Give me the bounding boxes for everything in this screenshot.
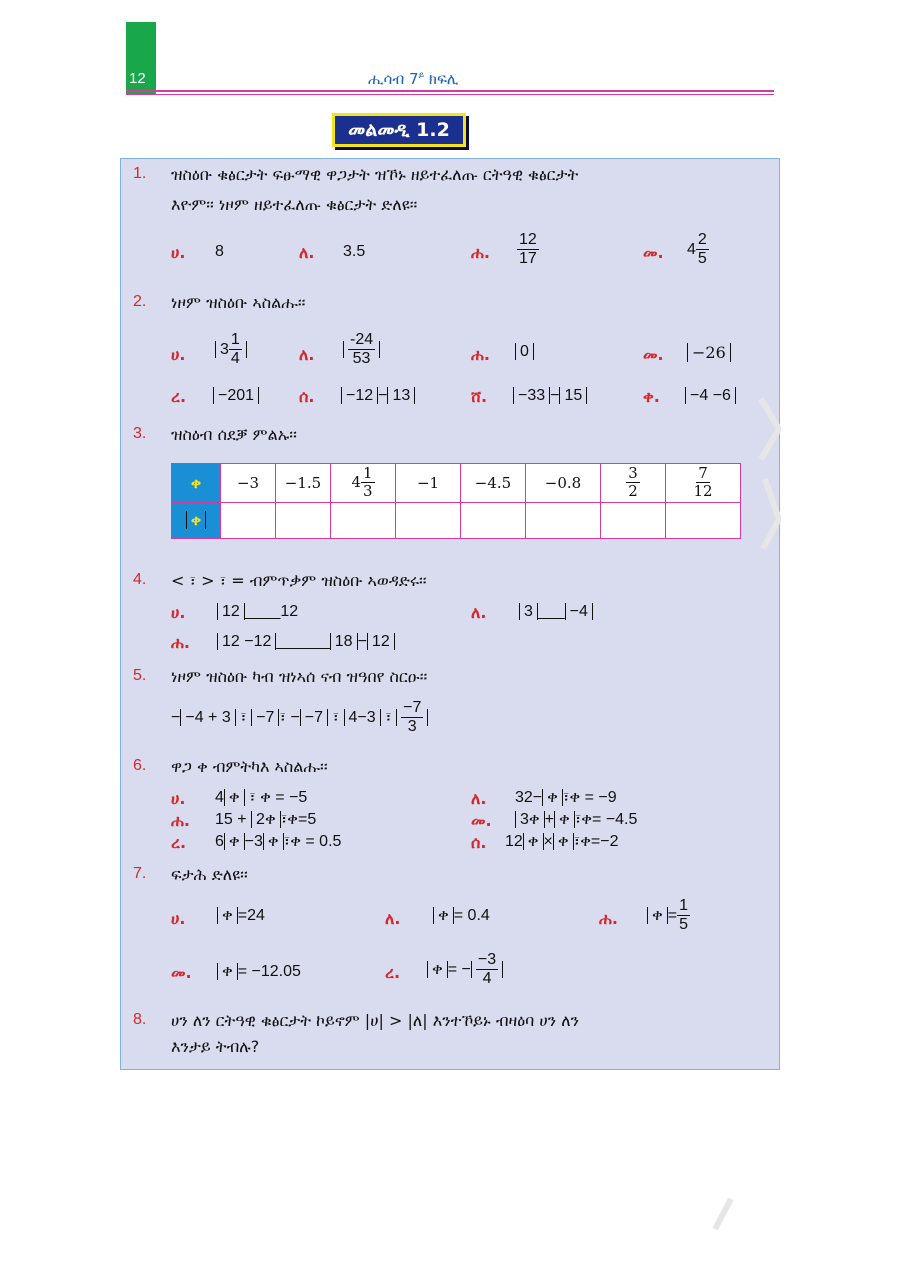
q7-a-label: ሀ. xyxy=(171,909,186,928)
frac-den: 12 xyxy=(693,482,713,501)
frac-num: 12 xyxy=(517,231,539,250)
q7-d-label: መ. xyxy=(171,963,192,982)
minus: − xyxy=(290,709,300,727)
frac-den: 3 xyxy=(407,718,417,736)
q4-b-value xyxy=(519,603,593,621)
exercise-panel xyxy=(120,158,780,1070)
equation: =24 xyxy=(237,907,265,924)
q2-e-label: ረ. xyxy=(171,387,187,406)
abs-var: ቀ xyxy=(433,907,454,924)
frac-den: 5 xyxy=(679,916,688,934)
abs-value: 3 xyxy=(519,603,538,620)
header-rule-thin xyxy=(126,94,774,95)
frac-den: 4 xyxy=(230,350,240,368)
abs-label: ቀ xyxy=(186,511,206,529)
frac-num: 2 xyxy=(696,231,709,250)
q7-a-value xyxy=(217,907,265,925)
separator: ፣ xyxy=(332,709,340,727)
q2-h-value xyxy=(685,387,736,405)
abs-value: −4 −6 xyxy=(685,387,736,404)
frac-den: 3 xyxy=(363,482,373,501)
operator: × xyxy=(543,833,553,850)
q2-d-label: መ. xyxy=(643,345,664,364)
coef: 6 xyxy=(215,833,224,850)
frac-num: −3 xyxy=(476,951,498,970)
abs-value: 0 xyxy=(515,343,534,360)
q1-d-value xyxy=(687,231,709,269)
answer-cell[interactable] xyxy=(461,502,526,538)
minus: − xyxy=(171,709,181,727)
q7-text: ፍታሕ ድለዩ፡፡ xyxy=(171,865,248,884)
frac-den: 4 xyxy=(482,970,492,988)
q3-text: ዝስዕብ ሰደቓ ምልኡ፡፡ xyxy=(171,425,297,444)
frac-num: −7 xyxy=(401,699,423,718)
abs-var: ቀ xyxy=(523,833,544,850)
answer-cell[interactable] xyxy=(601,502,666,538)
q6-c-label: ሐ. xyxy=(171,811,190,830)
abs-value: 13 xyxy=(387,387,415,404)
frac-den: 2 xyxy=(628,482,638,501)
q8-text-line1: ሀን ለን ርትዓዊ ቁፅርታት ኮይኖም |ሀ| > |ለ| እንተኾይኑ ብዛዕባ ሀን ለን xyxy=(171,1011,580,1030)
grade-sup: ይ xyxy=(418,71,425,81)
q2-f-value xyxy=(341,387,415,405)
q7-d-value xyxy=(217,963,301,981)
abs-var: ቀ xyxy=(554,811,575,828)
abs-value: −7 xyxy=(251,709,279,726)
q6-text: ዋጋ ቀ ብምትካእ ኣስልሑ፡፡ xyxy=(171,757,328,776)
q1-text-line1: ዝስዕቡ ቁፅርታት ፍፁማዊ ዋጋታት ዝኾኑ ዘይተፈለጡ ርትዓዊ ቁፅርታት xyxy=(171,165,579,184)
subject: ሒሳብ 7 xyxy=(368,70,419,88)
q7-c-label: ሐ. xyxy=(599,909,618,928)
coef: −3 xyxy=(244,833,263,850)
abs-var: ቀ xyxy=(553,833,574,850)
q4-c-label: ሐ. xyxy=(171,633,190,652)
q3-number: 3. xyxy=(133,425,147,442)
frac-den: 5 xyxy=(697,250,707,268)
abs-var: ቀ xyxy=(647,907,668,924)
mixed-whole: 3 xyxy=(220,341,229,359)
q7-number: 7. xyxy=(133,865,147,882)
abs-var: ቀ xyxy=(427,961,448,978)
exercise-title: መልመዲ 1.2 xyxy=(332,113,466,147)
q4-a-value xyxy=(217,603,298,621)
table-cell xyxy=(666,464,741,503)
condition: ፣ቀ=−2 xyxy=(573,833,619,850)
q6-a-value xyxy=(215,789,307,807)
equation: = xyxy=(667,907,678,925)
q8-number: 8. xyxy=(133,1011,147,1028)
blank: ____ xyxy=(244,603,281,620)
row-header-q: ቀ xyxy=(172,464,221,503)
table-cell: −0.8 xyxy=(526,464,601,503)
table-cell: −4.5 xyxy=(461,464,526,503)
table-cell: −3 xyxy=(221,464,276,503)
operator: − xyxy=(378,387,388,404)
q6-c-value xyxy=(215,811,316,829)
header-rule xyxy=(126,90,774,92)
abs-value: −33 xyxy=(513,387,550,404)
q2-b-value xyxy=(343,331,380,369)
running-header xyxy=(368,70,459,88)
equation: = − xyxy=(447,961,471,979)
q1-c-label: ሐ. xyxy=(471,243,490,262)
q2-number: 2. xyxy=(133,293,147,310)
condition: ፣ቀ = −9 xyxy=(562,789,617,806)
frac-num: -24 xyxy=(348,331,375,350)
abs-var: 2ቀ xyxy=(251,811,281,828)
q6-d-value xyxy=(515,811,637,829)
q4-c-value xyxy=(217,633,395,651)
q6-e-label: ረ. xyxy=(171,833,187,852)
abs-value: 12 −12 xyxy=(217,633,276,650)
abs-var: ቀ xyxy=(217,963,238,980)
q6-number: 6. xyxy=(133,757,147,774)
row-header-abs-q xyxy=(172,502,221,538)
q2-g-value xyxy=(513,387,587,405)
condition: ፣ ቀ = −5 xyxy=(249,789,308,806)
frac-num: 1 xyxy=(363,464,373,482)
q2-c-label: ሐ. xyxy=(471,345,490,364)
abs-value-table xyxy=(171,463,741,539)
q4-b-label: ለ. xyxy=(471,603,487,622)
abs-var: 3ቀ xyxy=(515,811,545,828)
q6-e-value xyxy=(215,833,341,851)
q6-b-value xyxy=(515,789,617,807)
blank: ___ xyxy=(537,603,565,620)
answer-cell[interactable] xyxy=(666,502,741,538)
q7-c-value xyxy=(647,897,690,935)
answer-cell[interactable] xyxy=(221,502,276,538)
grade-word: ክፍሊ xyxy=(428,70,459,88)
frac-den: 53 xyxy=(352,350,371,368)
q1-a-label: ሀ. xyxy=(171,243,186,262)
answer-cell[interactable] xyxy=(396,502,461,538)
q1-d-label: መ. xyxy=(643,243,664,262)
q1-b-value: 3.5 xyxy=(343,243,366,260)
coef: 4 xyxy=(215,789,224,806)
q1-b-label: ለ. xyxy=(299,243,315,262)
operator: − xyxy=(357,633,367,650)
answer-cell[interactable] xyxy=(331,502,396,538)
answer-cell[interactable] xyxy=(276,502,331,538)
q2-h-label: ቀ. xyxy=(643,387,660,406)
abs-value: 12 xyxy=(367,633,395,650)
q7-b-label: ለ. xyxy=(385,909,401,928)
q5-number: 5. xyxy=(133,667,147,684)
frac-num: 3 xyxy=(628,464,638,482)
q6-a-label: ሀ. xyxy=(171,789,186,808)
q2-a-value xyxy=(215,331,247,369)
operator: − xyxy=(550,387,560,404)
answer-cell[interactable] xyxy=(526,502,601,538)
abs-var: ቀ xyxy=(224,789,245,806)
abs-value: −26 xyxy=(687,343,731,362)
coef: 15 + xyxy=(215,811,247,828)
equation: = 0.4 xyxy=(453,907,490,924)
q6-b-label: ለ. xyxy=(471,789,487,808)
condition: ፣ቀ= −4.5 xyxy=(574,811,638,828)
abs-value: 15 xyxy=(559,387,587,404)
q5-text: ነዞም ዝስዕቡ ካብ ዝነኣሰ ናብ ዝዓበየ ስርዑ፡፡ xyxy=(171,667,428,686)
equation: = −12.05 xyxy=(237,963,301,980)
separator: ፣ xyxy=(279,709,286,727)
q2-b-label: ለ. xyxy=(299,345,315,364)
mixed-whole: 4 xyxy=(687,241,696,259)
q2-f-label: ሰ. xyxy=(299,387,315,406)
table-row xyxy=(172,464,741,503)
q6-f-value xyxy=(505,833,619,851)
separator: ፣ xyxy=(385,709,392,727)
table-cell: −1 xyxy=(396,464,461,503)
abs-var: ቀ xyxy=(217,907,238,924)
coef: 32− xyxy=(515,789,543,806)
condition: ፣ቀ=5 xyxy=(280,811,317,828)
condition: ፣ቀ = 0.5 xyxy=(283,833,342,850)
q2-text: ነዞም ዝስዕቡ ኣስልሑ፡፡ xyxy=(171,293,306,312)
q7-e-value xyxy=(427,951,503,989)
q4-number: 4. xyxy=(133,571,147,588)
q6-d-label: መ. xyxy=(471,811,492,830)
q5-expressions xyxy=(171,699,428,737)
table-cell xyxy=(601,464,666,503)
q2-e-value xyxy=(213,387,259,405)
abs-var: ቀ xyxy=(224,833,245,850)
abs-value: 12 xyxy=(217,603,245,620)
q7-e-label: ረ. xyxy=(385,963,401,982)
abs-value: −7 xyxy=(300,709,328,726)
abs-value: −4 xyxy=(565,603,593,620)
table-cell xyxy=(331,464,396,503)
q2-d-value xyxy=(687,343,731,362)
q6-f-label: ሰ. xyxy=(471,833,487,852)
coef: 12 xyxy=(505,833,523,850)
separator: ፣ xyxy=(240,709,247,727)
frac-num: 7 xyxy=(698,464,708,482)
abs-value: 4−3 xyxy=(344,709,381,726)
q7-b-value xyxy=(433,907,490,925)
operator: + xyxy=(544,811,554,828)
abs-value: −4 + 3 xyxy=(180,709,235,726)
value: 12 xyxy=(280,603,299,620)
frac-num: 1 xyxy=(677,897,690,916)
page-number: 12 xyxy=(129,70,146,87)
table-row xyxy=(172,502,741,538)
q2-a-label: ሀ. xyxy=(171,345,186,364)
mixed-whole: 4 xyxy=(351,472,361,491)
q1-a-value: 8 xyxy=(215,243,224,260)
q8-text-line2: እንታይ ትብሉ? xyxy=(171,1037,260,1056)
q1-c-value xyxy=(517,231,539,269)
q1-number: 1. xyxy=(133,165,147,182)
q4-text: < ፣ > ፣ = ብምጥቃም ዝስዕቡ ኣወዳድሩ፡፡ xyxy=(171,571,427,590)
q2-c-value xyxy=(515,343,534,361)
q1-text-line2: እዮም፡፡ ነዞም ዘይተፈለጡ ቁፅርታት ድለዩ፡፡ xyxy=(171,195,418,214)
abs-value: −201 xyxy=(213,387,259,404)
abs-var: ቀ xyxy=(263,833,284,850)
q2-g-label: ሸ. xyxy=(471,387,488,406)
frac-den: 17 xyxy=(519,250,537,268)
q4-a-label: ሀ. xyxy=(171,603,186,622)
abs-var: ቀ xyxy=(542,789,563,806)
table-cell: −1.5 xyxy=(276,464,331,503)
blank: ______ xyxy=(276,633,330,650)
abs-value: −12 xyxy=(341,387,378,404)
abs-value: 18 xyxy=(330,633,358,650)
frac-num: 1 xyxy=(229,331,242,350)
